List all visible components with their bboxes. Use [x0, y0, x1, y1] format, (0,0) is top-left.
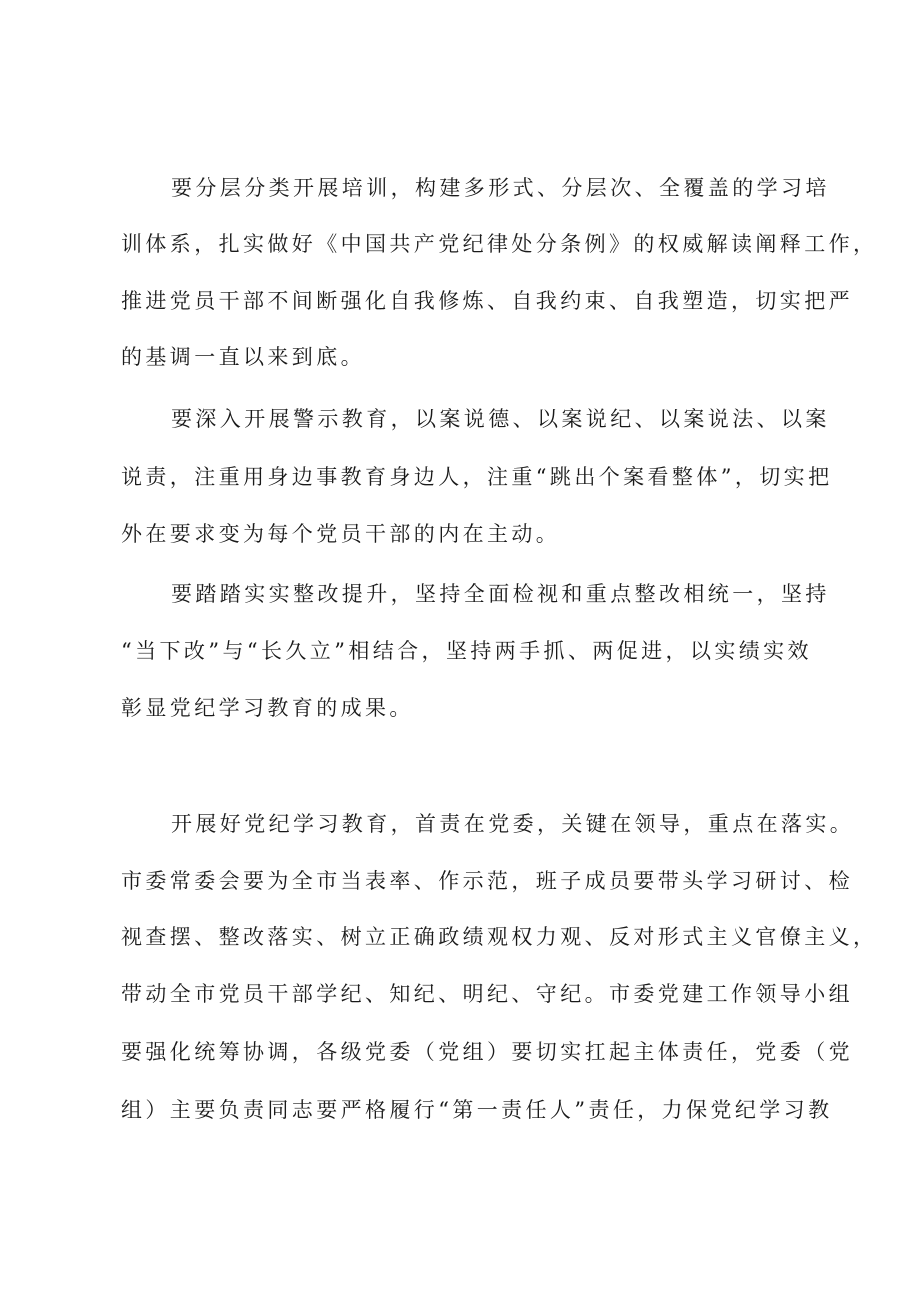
text-line: 要深入开展警示教育，以案说德、以案说纪、以案说法、以案 [171, 407, 830, 431]
text-line: 组）主要负责同志要严格履行“第一责任人”责任，力保党纪学习教 [121, 1098, 833, 1122]
text-line: 推进党员干部不间断强化自我修炼、自我约束、自我塑造，切实把严 [121, 289, 853, 313]
text-line: 带动全市党员干部学纪、知纪、明纪、守纪。市委党建工作领导小组 [121, 982, 853, 1006]
text-line: “当下改”与“长久立”相结合，坚持两手抓、两促进，以实绩实效 [121, 639, 812, 663]
text-line: 要分层分类开展培训，构建多形式、分层次、全覆盖的学习培 [171, 176, 830, 200]
text-line: 市委常委会要为全市当表率、作示范，班子成员要带头学习研讨、检 [121, 869, 853, 893]
text-line: 彰显党纪学习教育的成果。 [121, 696, 414, 720]
text-line: 外在要求变为每个党员干部的内在主动。 [121, 522, 561, 546]
text-line: 开展好党纪学习教育，首责在党委，关键在领导，重点在落实。 [171, 812, 855, 836]
text-line: 说责，注重用身边事教育身边人，注重“跳出个案看整体”，切实把 [121, 465, 833, 489]
text-line: 训体系，扎实做好《中国共产党纪律处分条例》的权威解读阐释工作， [121, 232, 878, 256]
text-line: 要强化统筹协调，各级党委（党组）要切实扛起主体责任，党委（党 [121, 1040, 853, 1064]
text-line: 要踏踏实实整改提升，坚持全面检视和重点整改相统一，坚持 [171, 582, 830, 606]
text-line: 视查摆、整改落实、树立正确政绩观权力观、反对形式主义官僚主义， [121, 925, 878, 949]
text-line: 的基调一直以来到底。 [121, 345, 365, 369]
